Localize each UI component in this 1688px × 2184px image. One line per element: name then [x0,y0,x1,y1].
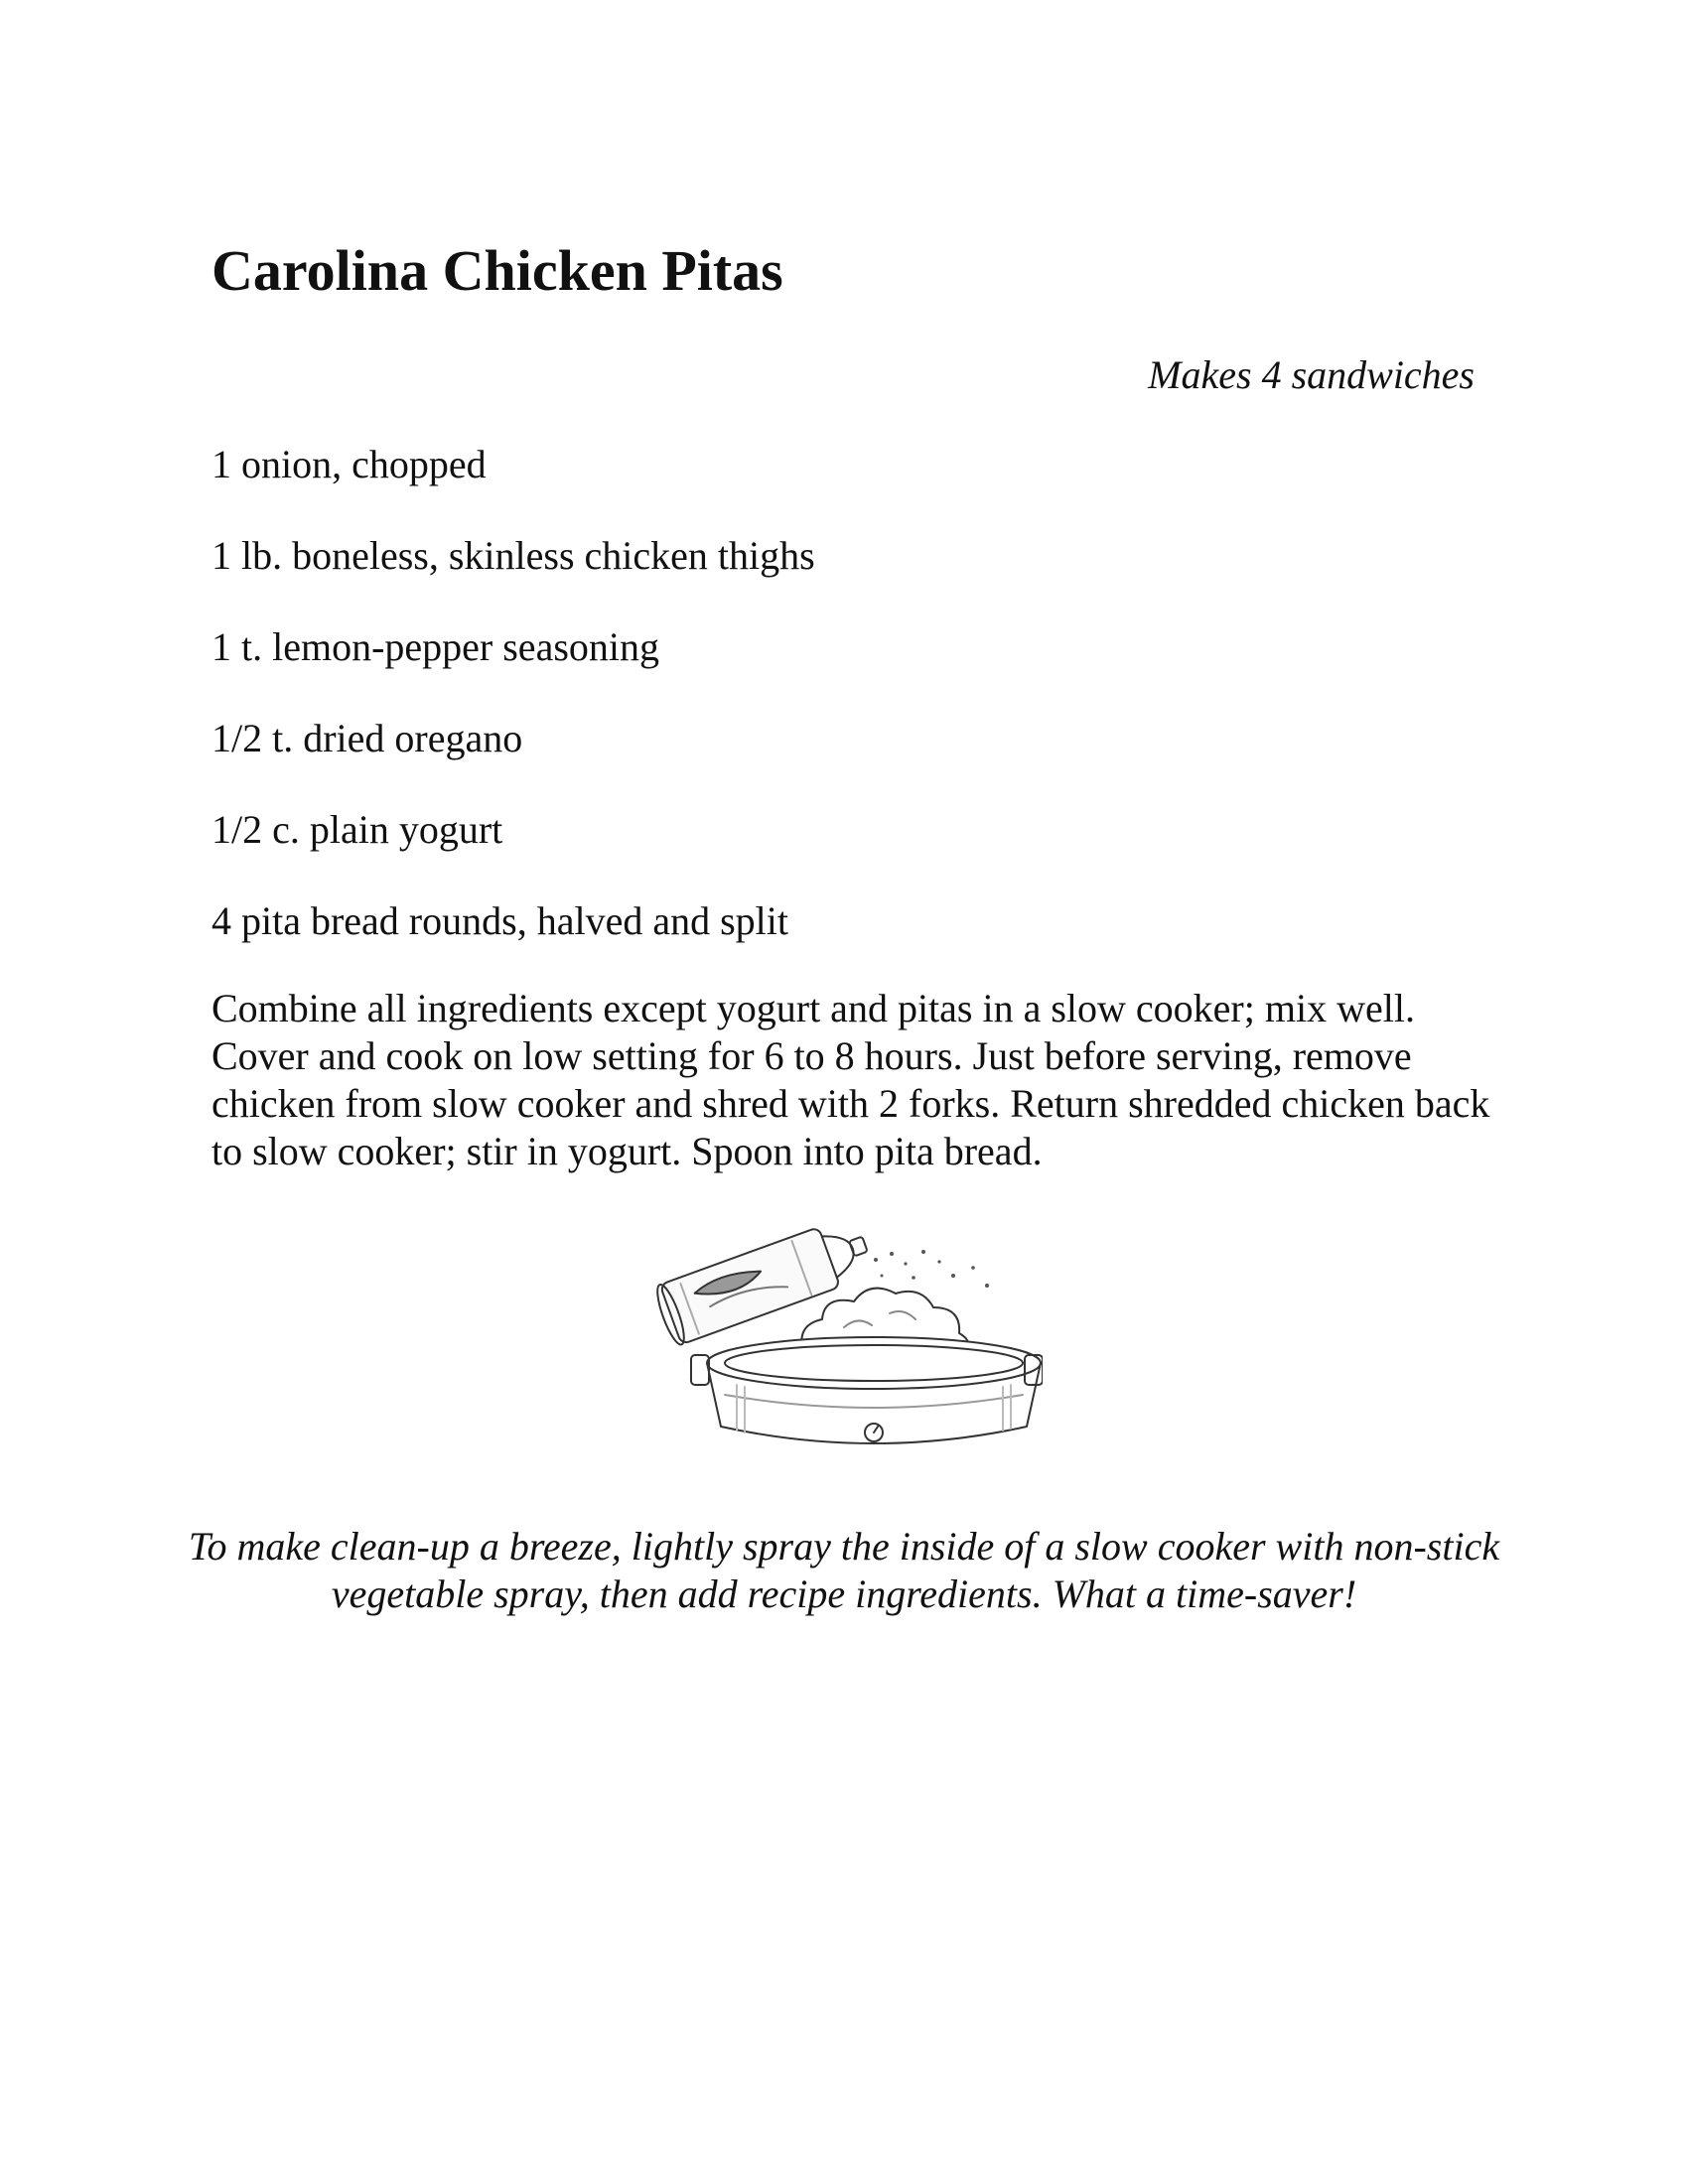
recipe-title: Carolina Chicken Pitas [211,238,783,303]
ingredient-item: 1/2 t. dried oregano [211,716,523,760]
ingredient-item: 1 lb. boneless, skinless chicken thighs [211,533,815,578]
spray-mist-drawing [874,1250,989,1288]
ingredient-item: 1/2 c. plain yogurt [211,807,503,852]
slow-cooker-drawing [691,1337,1043,1443]
slow-cooker-spray-illustration [645,1216,1043,1454]
ingredient-item: 1 onion, chopped [211,442,487,486]
recipe-directions: Combine all ingredients except yogurt and pitas in a slow cooker; mix well. Cover and cook on low setting for 6 to 8 hours. Just before serving, remove chicken from slow cooker and shred with 2 forks. Return shredded chicken back to slow cooker; stir in yogurt. Spoon into pita bread. [211,986,1490,1173]
ingredient-list [211,437,815,985]
ingredient-item: 4 pita bread rounds, halved and split [211,898,788,943]
spray-can-drawing [652,1216,876,1347]
recipe-tip: To make clean-up a breeze, lightly spray the inside of a slow cooker with non-stick vegetable spray, then add recipe ingredients. What a time-saver! [188,1524,1500,1616]
recipe-yield: Makes 4 sandwiches [1148,352,1475,397]
ingredient-item: 1 t. lemon-pepper seasoning [211,624,659,669]
